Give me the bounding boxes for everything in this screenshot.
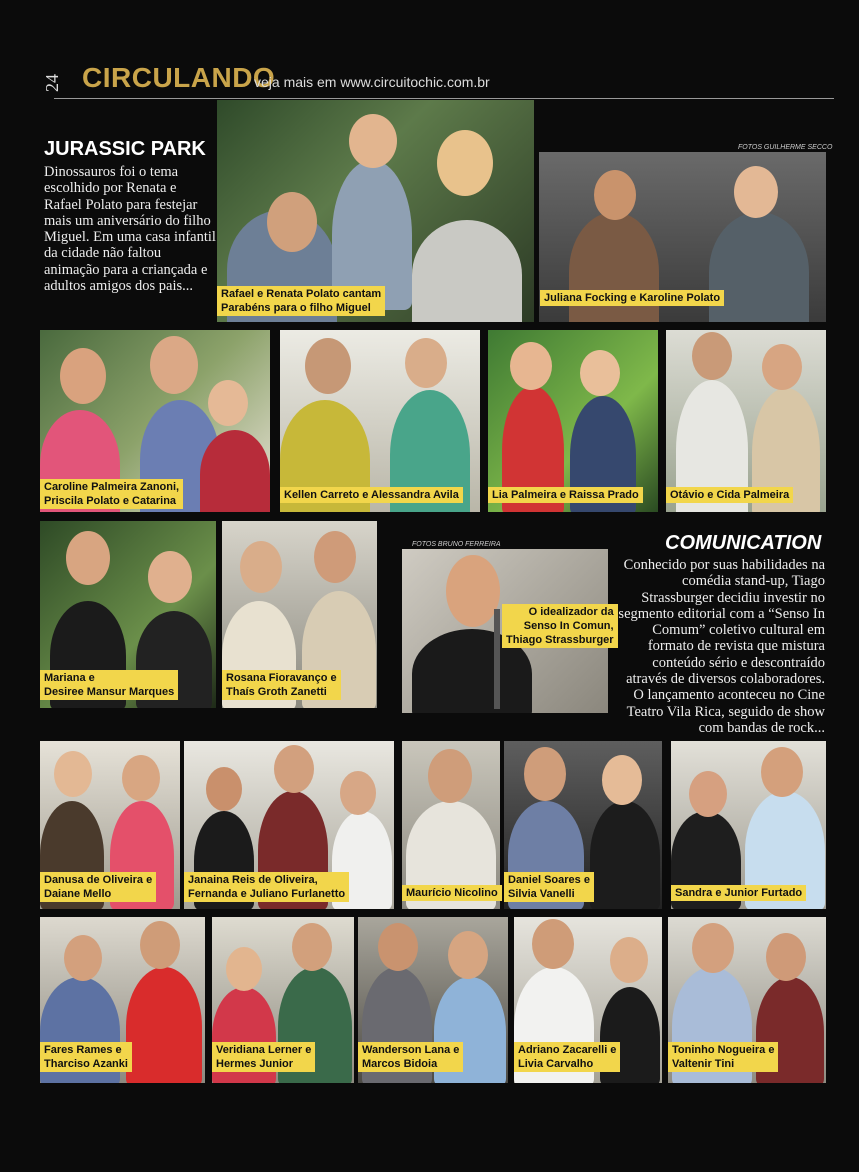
jurassic-text: Dinossauros foi o tema escolhido por Renata e Rafael Polato para festejar mais um aniversário do filho Miguel. Em uma casa infantil da cidade não faltou animação para a criançada e adultos amigos dos pais... bbox=[44, 164, 216, 295]
caption: Danusa de Oliveira e Daiane Mello bbox=[40, 872, 156, 902]
page-number: 24 bbox=[42, 74, 62, 92]
caption: Caroline Palmeira Zanoni, Priscila Polato e Catarina bbox=[40, 479, 183, 509]
caption: Toninho Nogueira e Valtenir Tini bbox=[668, 1042, 778, 1072]
caption: Lia Palmeira e Raissa Prado bbox=[488, 487, 643, 503]
caption: Rosana Fioravanço e Thaís Groth Zanetti bbox=[222, 670, 341, 700]
caption: Veridiana Lerner e Hermes Junior bbox=[212, 1042, 315, 1072]
caption: Juliana Focking e Karoline Polato bbox=[540, 290, 724, 306]
photo-credit: FOTOS BRUNO FERREIRA bbox=[412, 541, 501, 548]
caption: O idealizador da Senso In Comun, Thiago Strassburger bbox=[502, 604, 618, 648]
see-more-link[interactable]: veja mais em www.circuitochic.com.br bbox=[254, 74, 490, 90]
header-rule bbox=[54, 98, 834, 99]
jurassic-title: JURASSIC PARK bbox=[44, 138, 206, 160]
photo-lia-raissa bbox=[488, 330, 658, 512]
caption: Rafael e Renata Polato cantam Parabéns para o filho Miguel bbox=[217, 286, 385, 316]
photo-otavio-cida bbox=[666, 330, 826, 512]
comunication-title: COMUNICATION bbox=[665, 532, 822, 554]
caption: Kellen Carreto e Alessandra Avila bbox=[280, 487, 463, 503]
caption: Fares Rames e Tharciso Azanki bbox=[40, 1042, 132, 1072]
caption: Sandra e Junior Furtado bbox=[671, 885, 806, 901]
caption: Otávio e Cida Palmeira bbox=[666, 487, 793, 503]
photo-credit: FOTOS GUILHERME SECCO bbox=[738, 144, 833, 151]
photo-kellen-alessandra bbox=[280, 330, 480, 512]
photo-mauricio bbox=[402, 741, 500, 909]
caption: Janaina Reis de Oliveira, Fernanda e Juliano Furlanetto bbox=[184, 872, 349, 902]
section-title: CIRCULANDO bbox=[82, 62, 276, 93]
photo-sandra-junior bbox=[671, 741, 826, 909]
caption: Adriano Zacarelli e Livia Carvalho bbox=[514, 1042, 620, 1072]
comunication-text: Conhecido por suas habilidades na comédia stand-up, Tiago Strassburger decidiu investir no segmento editorial com a “Senso In Comum” coletivo cultural em formato de revista que mistura conteúdo sério e descontraído através de diversos colaboradores. O lançamento aconteceu no Cine Teatro Vila Rica, seguido de show com bandas de rock... bbox=[618, 557, 825, 736]
caption: Wanderson Lana e Marcos Bidoia bbox=[358, 1042, 463, 1072]
microphone-icon bbox=[494, 609, 500, 709]
caption: Maurício Nicolino bbox=[402, 885, 502, 901]
caption: Mariana e Desiree Mansur Marques bbox=[40, 670, 178, 700]
caption: Daniel Soares e Silvia Vanelli bbox=[504, 872, 594, 902]
